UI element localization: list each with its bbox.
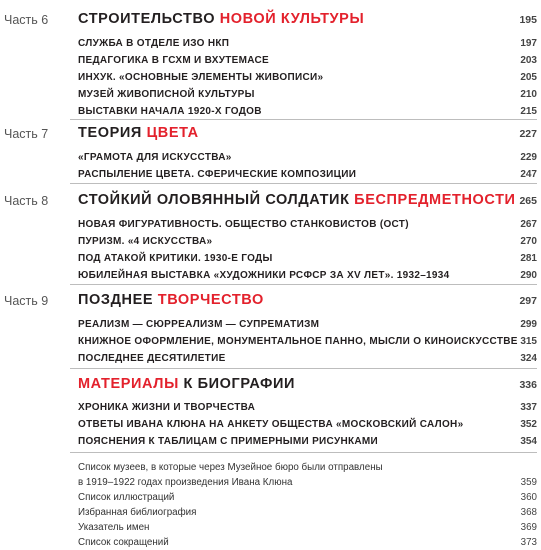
entry-title: ПОЯСНЕНИЯ К ТАБЛИЦАМ С ПРИМЕРНЫМИ РИСУНКАМИ bbox=[78, 436, 379, 447]
section-divider bbox=[70, 284, 537, 285]
part-title-red: БЕСПРЕДМЕТНОСТИ bbox=[354, 192, 516, 208]
entry-title: ПОСЛЕДНЕЕ ДЕСЯТИЛЕТИЕ bbox=[78, 353, 226, 364]
part-page-number: 297 bbox=[519, 295, 537, 307]
entry-page: 281 bbox=[520, 253, 537, 264]
entry-title: Список сокращений bbox=[78, 537, 169, 548]
toc-entry bbox=[78, 89, 537, 105]
part-title-red: МАТЕРИАЛЫ bbox=[78, 376, 179, 392]
toc-entry bbox=[78, 72, 537, 88]
part-title-red: НОВОЙ КУЛЬТУРЫ bbox=[219, 11, 365, 27]
entry-title: Список музеев, в которые через Музейное бюро были отправлены bbox=[78, 462, 383, 473]
part-page-number: 265 bbox=[519, 195, 537, 207]
entry-title: ВЫСТАВКИ НАЧАЛА 1920-Х ГОДОВ bbox=[78, 106, 262, 117]
section-divider bbox=[70, 183, 537, 184]
part-title-red: ТВОРЧЕСТВО bbox=[157, 292, 264, 308]
toc-entry bbox=[78, 38, 537, 54]
toc-entry bbox=[78, 253, 537, 269]
entry-title: РАСПЫЛЕНИЕ ЦВЕТА. СФЕРИЧЕСКИЕ КОМПОЗИЦИИ bbox=[78, 169, 357, 180]
section-divider bbox=[70, 368, 537, 369]
part-title-red: ЦВЕТА bbox=[146, 125, 199, 141]
entry-title: СЛУЖБА В ОТДЕЛЕ ИЗО НКП bbox=[78, 38, 230, 49]
part-title-black: СТОЙКИЙ ОЛОВЯННЫЙ СОЛДАТИК bbox=[78, 192, 355, 208]
entry-page: 210 bbox=[520, 89, 537, 100]
toc-entry bbox=[78, 336, 537, 352]
entry-page: 352 bbox=[520, 419, 537, 430]
entry-title: ЮБИЛЕЙНАЯ ВЫСТАВКА «ХУДОЖНИКИ РСФСР ЗА XV ЛЕТ». 1932–1934 bbox=[78, 270, 450, 281]
part-label: Часть 8 bbox=[4, 194, 49, 208]
part-label: Часть 9 bbox=[4, 294, 49, 308]
entry-title: ПУРИЗМ. «4 ИСКУССТВА» bbox=[78, 236, 213, 247]
toc-entry bbox=[78, 152, 537, 168]
entry-page: 337 bbox=[520, 402, 537, 413]
entry-page: 247 bbox=[520, 169, 537, 180]
part-title bbox=[78, 125, 458, 141]
toc-entry bbox=[78, 319, 537, 335]
entry-title: ОТВЕТЫ ИВАНА КЛЮНА НА АНКЕТУ ОБЩЕСТВА «МОСКОВСКИЙ САЛОН» bbox=[78, 419, 464, 430]
part-label: Часть 7 bbox=[4, 127, 49, 141]
entry-title: ИНХУК. «ОСНОВНЫЕ ЭЛЕМЕНТЫ ЖИВОПИСИ» bbox=[78, 72, 324, 83]
toc-entry bbox=[78, 436, 537, 452]
entry-title: МУЗЕЙ ЖИВОПИСНОЙ КУЛЬТУРЫ bbox=[78, 89, 255, 100]
section-divider bbox=[70, 119, 537, 120]
entry-title: Список иллюстраций bbox=[78, 492, 175, 503]
entry-page: 368 bbox=[520, 507, 537, 518]
entry-page: 203 bbox=[520, 55, 537, 66]
entry-title: Указатель имен bbox=[78, 522, 150, 533]
entry-page: 359 bbox=[520, 477, 537, 488]
entry-page: 270 bbox=[520, 236, 537, 247]
toc-entry bbox=[78, 55, 537, 71]
entry-title: ПОД АТАКОЙ КРИТИКИ. 1930-Е ГОДЫ bbox=[78, 253, 273, 264]
part-page-number: 195 bbox=[519, 14, 537, 26]
part-title-black: ПОЗДНЕЕ bbox=[78, 292, 158, 308]
entry-page: 229 bbox=[520, 152, 537, 163]
toc-entry bbox=[78, 353, 537, 369]
entry-title: «ГРАМОТА ДЛЯ ИСКУССТВА» bbox=[78, 152, 232, 163]
toc-entry bbox=[78, 419, 537, 435]
entry-title: КНИЖНОЕ ОФОРМЛЕНИЕ, МОНУМЕНТАЛЬНОЕ ПАННО, МЫСЛИ О КИНОИСКУССТВЕ bbox=[78, 336, 518, 347]
entry-page: 360 bbox=[520, 492, 537, 503]
entry-page: 215 bbox=[520, 106, 537, 117]
entry-page: 369 bbox=[520, 522, 537, 533]
part-label: Часть 6 bbox=[4, 13, 49, 27]
section-divider bbox=[70, 452, 537, 453]
part-title bbox=[78, 192, 516, 208]
toc-entry bbox=[78, 236, 537, 252]
entry-page: 373 bbox=[520, 537, 537, 548]
part-title-black: ТЕОРИЯ bbox=[78, 125, 147, 141]
entry-page: 354 bbox=[520, 436, 537, 447]
entry-page: 205 bbox=[520, 72, 537, 83]
entry-page: 299 bbox=[520, 319, 537, 330]
entry-title: Избранная библиография bbox=[78, 507, 197, 518]
entry-page: 197 bbox=[520, 38, 537, 49]
entry-title: РЕАЛИЗМ — СЮРРЕАЛИЗМ — СУПРЕМАТИЗМ bbox=[78, 319, 320, 330]
entry-title: НОВАЯ ФИГУРАТИВНОСТЬ. ОБЩЕСТВО СТАНКОВИСТОВ (ОСТ) bbox=[78, 219, 409, 230]
toc-entry bbox=[78, 402, 537, 418]
part-page-number: 227 bbox=[519, 128, 537, 140]
entry-page: 267 bbox=[520, 219, 537, 230]
toc-entry bbox=[78, 219, 537, 235]
entry-page: 324 bbox=[520, 353, 537, 364]
part-page-number: 336 bbox=[519, 379, 537, 391]
entry-page: 290 bbox=[520, 270, 537, 281]
entry-title: ПЕДАГОГИКА В ГСХМ И ВХУТЕМАСЕ bbox=[78, 55, 270, 66]
part-title-black: К БИОГРАФИИ bbox=[178, 376, 296, 392]
part-title bbox=[78, 292, 458, 308]
part-title-black: СТРОИТЕЛЬСТВО bbox=[78, 11, 220, 27]
entry-title: ХРОНИКА ЖИЗНИ И ТВОРЧЕСТВА bbox=[78, 402, 256, 413]
part-title bbox=[78, 11, 458, 27]
entry-page: 315 bbox=[520, 336, 537, 347]
part-title bbox=[78, 376, 458, 392]
entry-title: в 1919–1922 годах произведения Ивана Клюна bbox=[78, 477, 293, 488]
